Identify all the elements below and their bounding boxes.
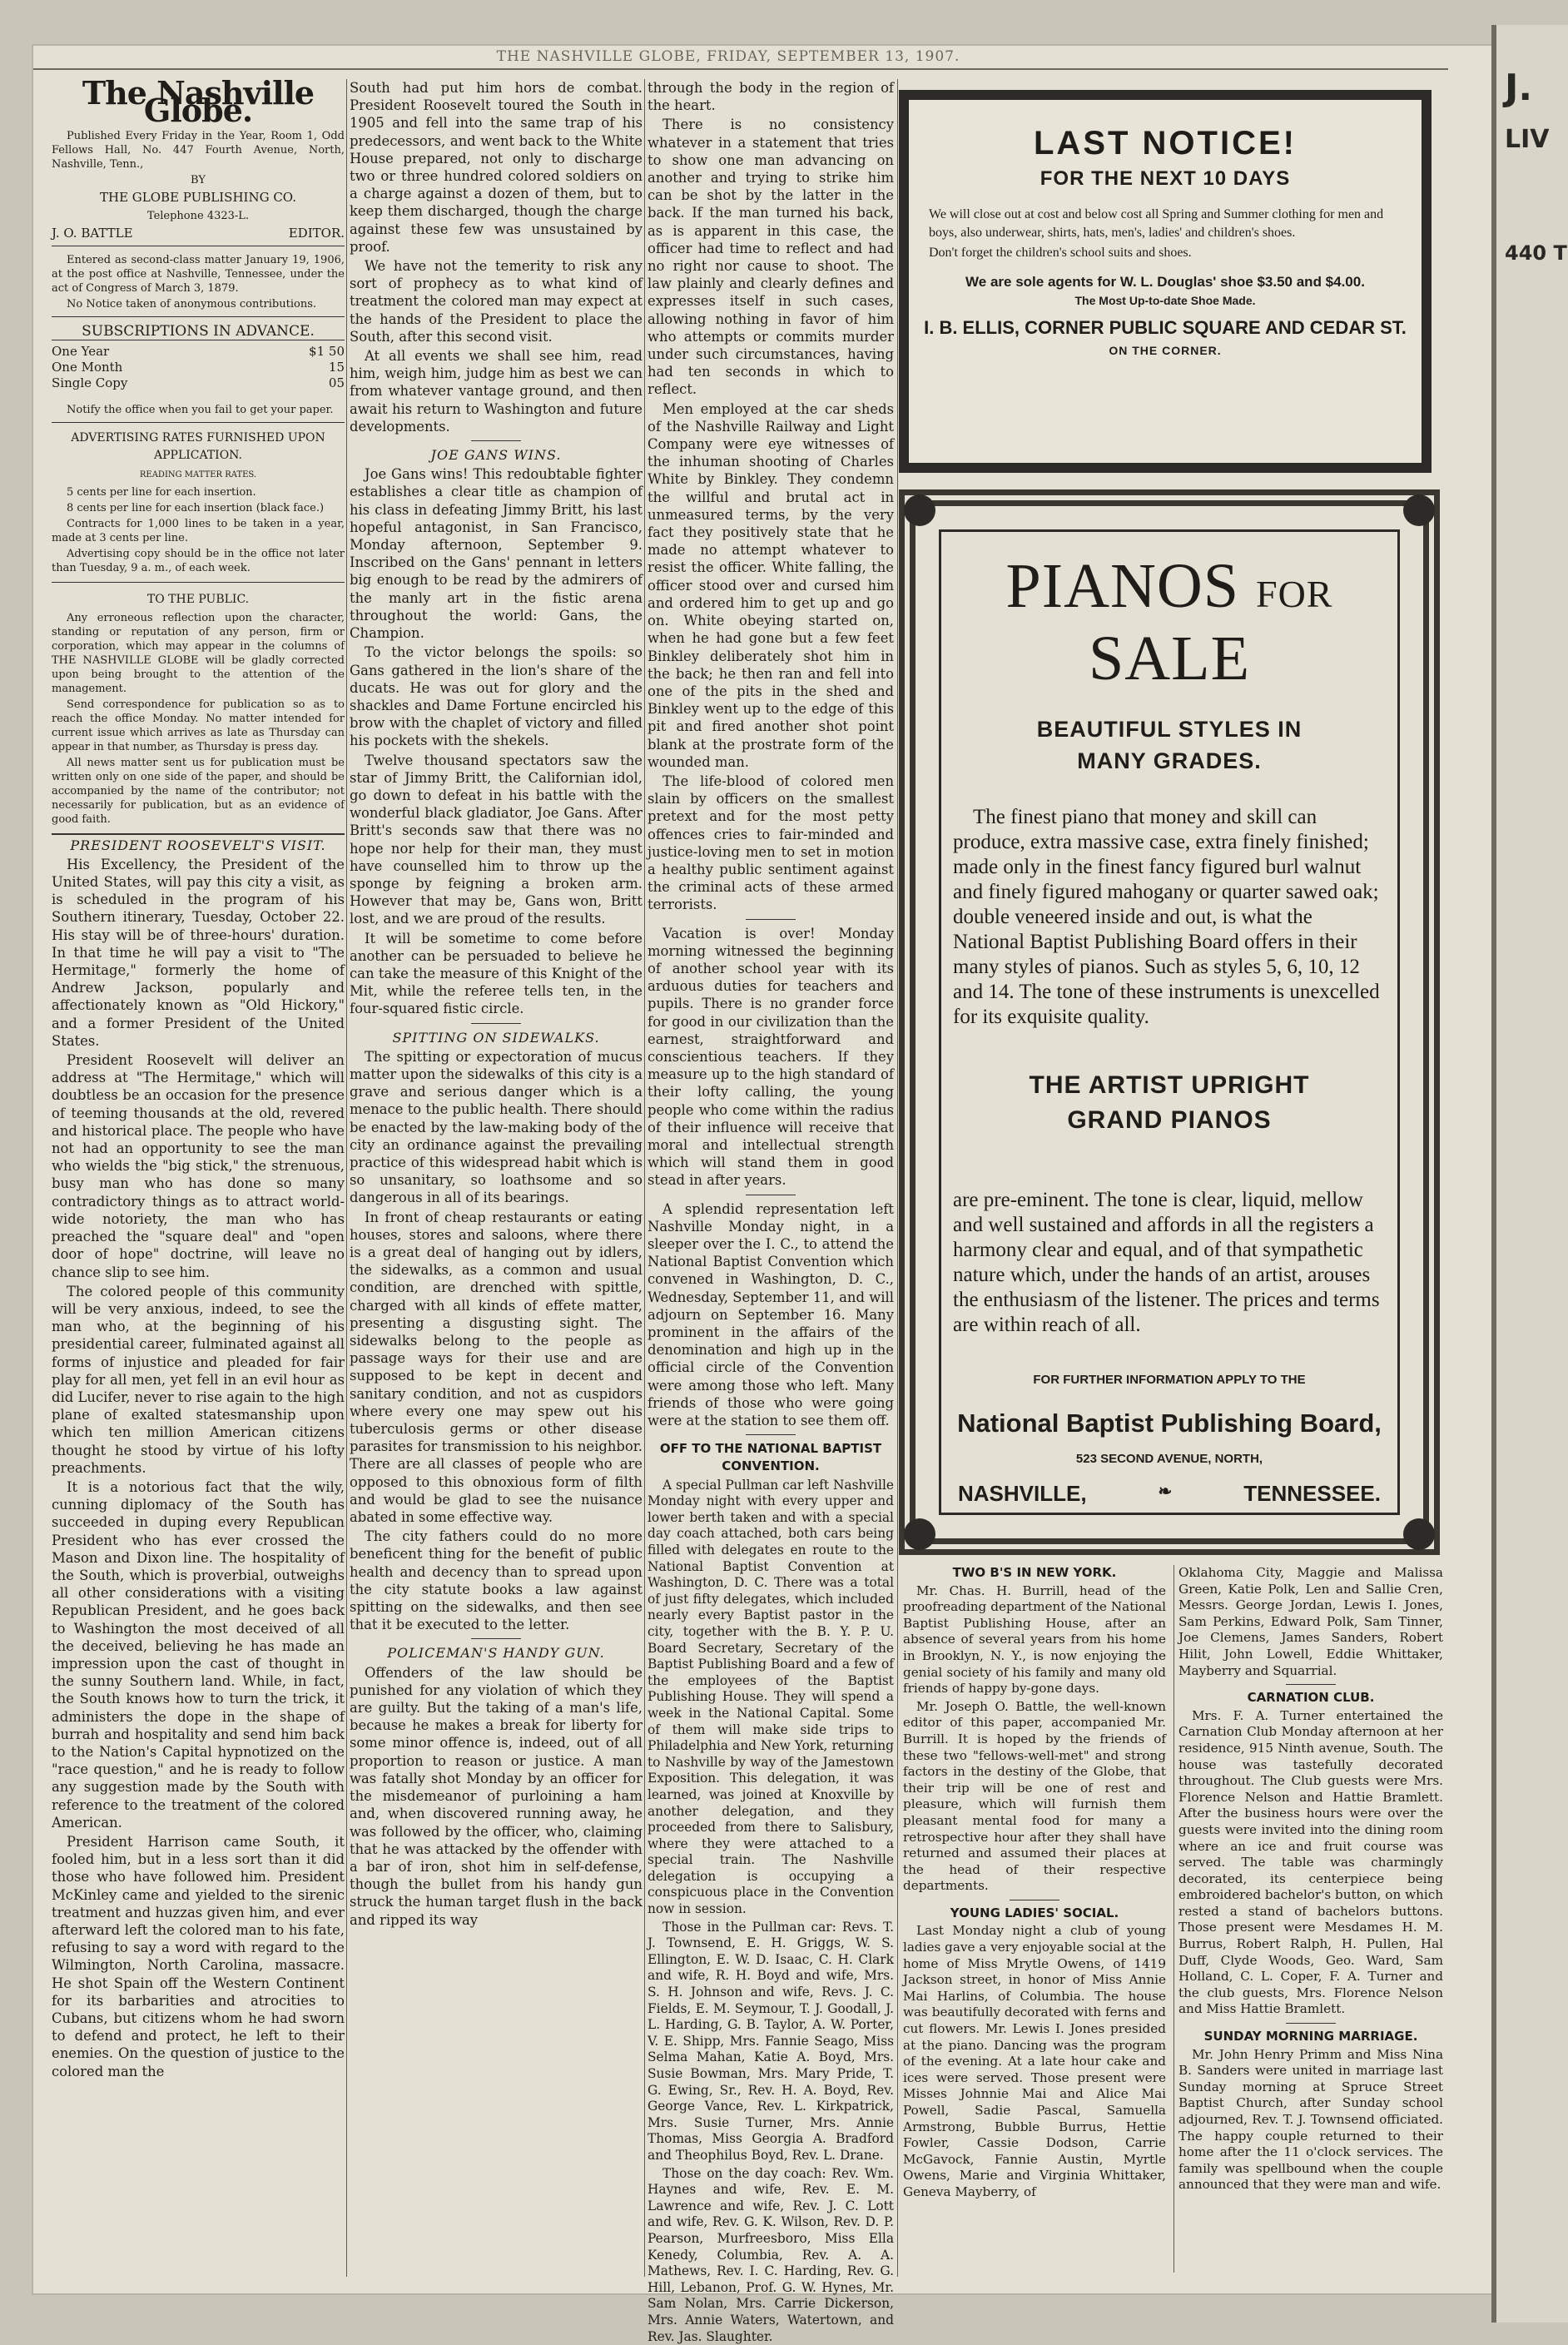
column-rule xyxy=(644,79,645,2277)
convention-para: Those on the day coach: Rev. Wm. Haynes and wife, Rev. E. M. Lawrence and wife, Rev. J. C. Lott and wife, Rev. G. K. Wilson, Rev. D. P. Pearson, Murfreesboro, Miss Ella Kenedy, Columbia, Rev. A. A. Mathews, Rev. I. C. Harding, Rev. G. Hill, Lebanon, Prof. G. W. Hynes, Mr. Sam Nolan, Mrs. Carrie Dickerson, Mrs. Annie Waters, Watertown, and Rev. Jas. Slaughter. xyxy=(648,2165,894,2344)
column-editorial-2 xyxy=(350,79,643,2277)
vacation-para: Vacation is over! Monday morning witnessed the beginning of another school year with its arduous duties for teachers and pupils. There is no grander force for good in our civilization than the earnest, straightforward and conscientious teachers. If they measure up to the high standard of their lofty calling, the young people who come within the radius of their influence will receive that moral and intellectual strength which will stand them in good stead in after years. xyxy=(648,925,894,1189)
ad-ellis-agents: We are sole agents for W. L. Douglas' shoe $3.50 and $4.00. xyxy=(965,274,1365,290)
carnation-heading: CARNATION CLUB. xyxy=(1247,1690,1375,1706)
advertising-heading: ADVERTISING RATES FURNISHED UPON APPLICATION. xyxy=(71,430,325,463)
ad-pianos-city-state: NASHVILLE, ❧ TENNESSEE. xyxy=(958,1481,1381,1506)
next-page-fragment: J. xyxy=(1505,67,1533,109)
roosevelt-heading: PRESIDENT ROOSEVELT'S VISIT. xyxy=(70,837,326,853)
editor-name: J. O. BATTLE xyxy=(52,225,133,241)
ad-pianos-address: 523 SECOND AVENUE, NORTH, xyxy=(1075,1452,1263,1466)
divider xyxy=(1286,1684,1336,1685)
ad-ellis-body2: Don't forget the children's school suits and shoes. xyxy=(929,246,1192,260)
two-bs-para: Mr. Joseph O. Battle, the well-known editor of this paper, accompanied Mr. Burrill. It is hoped by the friends of these two "fellows-well-met" and strong factors in the destiny of the Globe, that their trip will be one of rest and pleasure, which will furnish them pleasant mental food for many a retrospective hour after they shall have returned and assumed their places at the head of their respective departments. xyxy=(903,1698,1166,1894)
delegation-para: A splendid representation left Nashville Monday night, in a sleeper over the I. C., to attend the National Baptist Convention which convened in Washington, D. C., Wednesday, September 11, and will adjourn on September 16. Many prominent in the affairs of the denomination and high up in the official circle of the Convention were among those who left. Many friends of those who were going were at the station to see them off. xyxy=(648,1200,894,1429)
to-public-para: Send correspondence for publication so as to reach the office Monday. No matter intended for current issue which arrives as late as Thursday can appear in that number, as Thursday is press day. xyxy=(52,698,345,753)
subscription-row: One Year $1 50 xyxy=(52,343,345,359)
ad-ellis-clothing xyxy=(899,90,1432,473)
masthead-notice: No Notice taken of anonymous contributions. xyxy=(52,297,345,317)
ad-ellis-body: We will close out at cost and below cost all Spring and Summer clothing for men and boys, also underwear, shirts, hats, men's, ladies' and children's shoes. xyxy=(929,207,1384,240)
advertising-line: Contracts for 1,000 lines to be taken in a year, made at 3 cents per line. xyxy=(52,518,345,545)
policeman-para: Offenders of the law should be punished for any violation of which they are guilty. But the taking of a man's life, because he makes a break for liberty for some minor offence is, indeed, out of all proportion to reason or justice. A man was fatally shot Monday by an officer for the misdemeanor of purloining a ham and, when discovered running away, he was followed by the officer, who, claiming that he was attacked by the offender with a bar of iron, shot him in self-defense, though the bullet from his handy gun struck the human target flush in the back and ripped its way xyxy=(350,1664,643,1928)
carnation-para: Mrs. F. A. Turner entertained the Carnation Club Monday afternoon at her residence, 915 Ninth avenue, South. The house was tastefully decorated throughout. The Club guests were Mrs. Florence Nelson and Hattie Bramlett. After the business hours were over the guests were invited into the dining room where an ice and fruit course was served. The table was charmingly decorated, its centerpiece being embroidered bachelor's button, on which rested a stand of bachelors buttons. Those present were Mesdames H. M. Burrus, Robert Ralph, H. Pullen, Hal Duff, Clyde Woods, Geo. Ward, Sam Holland, C. L. Coper, F. A. Turner and the club guests, Mrs. Florence Nelson and Miss Hattie Bramlett. xyxy=(1178,1707,1443,2017)
gans-para: It will be sometime to come before another can be persuaded to believe he can take the measure of this Knight of the Mit, while the referee tells ten, in the four-squared fistic circle. xyxy=(350,930,643,1017)
masthead-entered: Entered as second-class matter January 19, 1906, at the post office at Nashville, Tennessee, under the act of Congress of March 3, 1879. xyxy=(52,253,345,295)
masthead-published: Published Every Friday in the Year, Room 1, Odd Fellows Hall, No. 447 Fourth Avenue, North, Nashville, Tenn., xyxy=(52,130,345,171)
masthead-editor xyxy=(52,225,345,246)
roosevelt-para: President Roosevelt will deliver an address at "The Hermitage," which will doubtless be an occasion for the presence of teeming thousands at the old, revered and historical place. The people who have not had an opportunity to see the man who wields the "big stick," the strenuous, busy man who has done so many contradictory things as to attract world-wide notoriety, the man who has preached the "square deal" and "open door of hope" doctrine, will leave no chance slip to see him. xyxy=(52,1052,345,1280)
subscriptions-box xyxy=(52,324,345,391)
policeman-continued: The life-blood of colored men slain by officers on the smallest pretext and for the most petty offences cries to fair-minded and justice-loving men to set in motion a healthy public sentiment against the criminal acts of these armed terrorists. xyxy=(648,773,894,913)
top-rule xyxy=(33,68,1448,70)
spitting-para: In front of cheap restaurants or eating houses, stores and saloons, where there is a great deal of hanging out by idlers, the sidewalks, as a common and usual condition, are drenched with spittle, charged with all kinds of effete matter, presenting a disgusting sight. The sidewalks belong to the people as passage ways for their use and are supposed to be kept in decent and sanitary condition, and not as cuspidors where every one may spew out his tuberculosis germs or other disease parasites for transmission to his neighbor. There are all classes of people who are opposed to this obnoxious form of filth and would be glad to see the nuisance abated in some effective way. xyxy=(350,1209,643,1526)
convention-heading: OFF TO THE NATIONAL BAPTIST CONVENTION. xyxy=(659,1441,882,1474)
column-society-2 xyxy=(1178,1565,1443,2273)
ad-pianos-for-sale xyxy=(899,489,1440,1555)
fleuron-icon: ❧ xyxy=(1158,1483,1173,1501)
spitting-heading: SPITTING ON SIDEWALKS. xyxy=(392,1029,600,1046)
policeman-continued: through the body in the region of the heart. xyxy=(648,80,894,114)
divider xyxy=(471,1023,521,1024)
gans-para: Twelve thousand spectators saw the star of Jimmy Britt, the Californian idol, go down to defeat in his battle with the wonderful black gladiator, Joe Gans. After Britt's seconds saw that there was no hope nor help for their man, they must have counselled him to throw up the sponge by feigning a broken arm. However that may be, Gans won, Britt lost, and we are proud of the results. xyxy=(350,752,643,927)
roosevelt-para: President Harrison came South, it fooled him, but in a less sort than it did those who have followed him. President McKinley came and yielded to the sirenic treatment and huzzas given him, and ever afterward left the colored man to his fate, refusing to say a word with regard to the Wilmington, North Carolina, massacre. He shot Spain off the Western Continent for its barbarities and atrocities to Cubans, but citizens whom he had sworn to defend and protect, he left to their enemies. On the question of justice to the colored man the xyxy=(52,1834,345,2079)
masthead-telephone: Telephone 4323-L. xyxy=(146,209,250,222)
social-continued: Oklahoma City, Maggie and Malissa Green, Katie Polk, Len and Sallie Cren, Messrs. George Jordan, Lewis I. Jones, Sam Perkins, Edward Polk, Sam Tinner, Joe Clemens, James Sanders, Robert Hilit, John Lowell, Eddie Whittaker, Mayberry and Squarrial. xyxy=(1178,1565,1443,1678)
column-rule xyxy=(346,79,347,2277)
two-bs-heading: TWO B'S IN NEW YORK. xyxy=(952,1565,1117,1580)
corner-ornament-icon xyxy=(904,494,935,526)
social-para: Last Monday night a club of young ladies gave a very enjoyable social at the home of Miss Mrytle Owens, of 1419 Jackson street, in honor of Miss Annie Mai Harlins, of Columbia. The house was beautifully decorated with ferns and cut flowers. Mr. Lewis I. Jones presided at the piano. Dancing was the program of the evening. At a late hour cake and ices were served. Those present were Misses Johnnie Mai and Alice Mai Powell, Sadie Pascal, Samuella Armstrong, Bubble Burrus, Hettie Fowler, Cassie Dodson, Carrie McGavock, Fannie Austin, Myrtle Owens, Marie and Virginia Whittaker, Geneva Mayberry, of xyxy=(903,1923,1166,2199)
advertising-sub: READING MATTER RATES. xyxy=(139,470,257,480)
next-page-fragment: 440 T xyxy=(1505,241,1567,265)
corner-ornament-icon xyxy=(904,1518,935,1550)
policeman-heading: POLICEMAN'S HANDY GUN. xyxy=(387,1645,605,1662)
divider xyxy=(746,1434,796,1435)
to-public-para: Any erroneous reflection upon the character, standing or reputation of any person, firm or corporation, which may appear in the columns of THE NASHVILLE GLOBE will be gladly corrected upon being brought to the attention of the management. xyxy=(52,611,345,695)
masthead-by: BY xyxy=(191,174,206,187)
running-head: THE NASHVILLE GLOBE, FRIDAY, SEPTEMBER 13, 1907. xyxy=(496,48,960,65)
convention-para: A special Pullman car left Nashville Monday night with every upper and lower berth taken and with a special day coach attached, both cars being filled with delegates en route to the National Baptist Convention at Washington, D. C. There was a total of just fifty delegates, which included nearly every Baptist pastor in the city, together with the B. Y. P. U. Board Secretary, Secretary of the Baptist Publishing Board and a few of the employees of the Baptist Publishing House. They will spend a week in the National Capital. Some of them will make side trips to Philadelphia and New York, returning to Nashville by way of the Jamestown Exposition. This delegation, it was learned, was joined at Knoxville by another delegation, and they proceeded from there to Salisbury, where they were attached to a special train. The Nashville delegation is occupying a conspicuous place in the Convention now in session. xyxy=(648,1477,894,1917)
divider xyxy=(1286,2023,1336,2024)
spitting-para: The spitting or expectoration of mucus matter upon the sidewalks of this city is a grave and serious danger which is a menace to the public health. There should be enacted by the law-making body of the city an ordinance against the prevailing practice of this widespread habit which is so unsanitary, so loathsome and so dangerous in all of its bearings. xyxy=(350,1048,643,1206)
policeman-continued: Men employed at the car sheds of the Nashville Railway and Light Company were eye witnesses of the inhuman shooting of Charles White by Binkley. They condemn the willful and brutal act in unmeasured terms, by the very fact they positively state that he made no attempt whatever to resist the officer. White falling, the officer stood over and cursed him and ordered him to get up and go on. White obeying started on, when he had gone but a few feet Binkley deliberately shot him in the back; he then ran and fell into one of the pits in the shed and Binkley went up to the edge of this pit and fired another shot point blank at the prostrate form of the wounded man. xyxy=(648,400,894,770)
convention-para: Those in the Pullman car: Revs. T. J. Townsend, E. H. Griggs, W. S. Ellington, E. W. D. Isaac, C. H. Clark and wife, R. H. Boyd and wife, Mrs. S. H. Johnson and wife, Revs. J. C. Fields, E. M. Seymour, T. J. Goodall, J. L. Harding, G. B. Taylor, A. W. Porter, V. E. Shipp, Mrs. Fannie Seago, Miss Selma Mahan, Katie A. Boyd, Mrs. Susie Bowman, Mrs. Mary Pride, T. G. Ewing, Sr., Rev. H. A. Boyd, Rev. George Vance, Rev. L. Kirkpatrick, Mrs. Susie Turner, Mrs. Annie Thomas, Miss Georgia A. Bradford and Theophilus Boyd, Rev. L. Drane. xyxy=(648,1919,894,2163)
to-public-para: All news matter sent us for publication must be written only on one side of the paper, and should be accompanied by the name of the contributor; not necessarily for publication, but as an evidence of good faith. xyxy=(52,756,345,835)
editor-title: EDITOR. xyxy=(288,225,345,241)
ad-pianos-para1: The finest piano that money and skill can produce, extra massive case, extra finely finished; made only in the finest fancy figured burl walnut and finely figured mahogany or quarter sawed oak; double veneered inside and out, is what the National Baptist Publishing Board offers in their many styles of pianos. Such as styles 5, 6, 10, 12 and 14. The tone of these instruments is unexcelled for its exquisite quality. xyxy=(953,806,1380,1028)
advertising-line: 8 cents per line for each insertion (black face.) xyxy=(67,502,325,515)
gans-heading: JOE GANS WINS. xyxy=(430,447,562,464)
divider xyxy=(471,440,521,441)
column-editorial-3 xyxy=(648,79,894,2344)
ad-pianos-para2: are pre-eminent. The tone is clear, liquid, mellow and well sustained and affords in all the registers a harmony clear and equal, and of that sympathetic nature which, under the hands of an artist, arouses the enthusiasm of the listener. The prices and terms are within reach of all. xyxy=(953,1189,1380,1336)
ad-pianos-info: FOR FURTHER INFORMATION APPLY TO THE xyxy=(1033,1373,1306,1387)
next-page-fragment: LIV xyxy=(1505,125,1550,154)
masthead-publisher: THE GLOBE PUBLISHING CO. xyxy=(100,190,296,206)
advertising-line: 5 cents per line for each insertion. xyxy=(67,486,256,499)
subscription-row: One Month 15 xyxy=(52,359,345,375)
subscriptions-notify: Notify the office when you fail to get your paper. xyxy=(52,403,345,423)
marriage-para: Mr. John Henry Primm and Miss Nina B. Sanders were united in marriage last Sunday morning at Spruce Street Baptist Church, after Sunday school adjourned, Rev. T. J. Townsend officiated. The happy couple returned to their home after the 11 o'clock services. The family was spellbound when the couple announced that they were man and wife. xyxy=(1178,2046,1443,2193)
subscriptions-heading: SUBSCRIPTIONS IN ADVANCE. xyxy=(52,324,345,340)
ad-pianos-board: National Baptist Publishing Board, xyxy=(957,1408,1382,1438)
ad-pianos-content xyxy=(939,529,1400,1515)
ad-pianos-styles: BEAUTIFUL STYLES IN MANY GRADES. xyxy=(1036,717,1303,773)
corner-ornament-icon xyxy=(1403,1518,1435,1550)
column-editorial-1 xyxy=(52,74,345,2277)
divider xyxy=(746,919,796,920)
roosevelt-para: His Excellency, the President of the United States, will pay this city a visit, as is scheduled in the program of his Southern itinerary, Tuesday, October 22. His stay will be of three-hours' duration. In that time he will pay a visit to "The Hermitage," formerly the home of Andrew Jackson, popularly and affectionately known as "Old Hickory," and a former President of the United States. xyxy=(52,856,345,1049)
adjacent-page-edge xyxy=(1491,25,1568,2323)
two-bs-para: Mr. Chas. H. Burrill, head of the proofreading department of the National Baptist Publishing House, after an absence of several years from his home in Brooklyn, N. Y., is now enjoying the genial society of his family and many old friends of happy by-gone days. xyxy=(903,1582,1166,1697)
ad-ellis-subtitle: FOR THE NEXT 10 DAYS xyxy=(1040,167,1291,190)
policeman-continued: There is no consistency whatever in a statement that tries to show one man advancing on another and trying to strike him can be shot by the latter in the back. If the man turned his back, as is apparent in this case, the officer had time to reflect and had no right nor cause to shoot. The law plainly and clearly defines and expresses itself in such cases, allowing nothing in favor of him who attempts or commits murder under such circumstances, having had ten seconds in which to reflect. xyxy=(648,117,894,398)
ad-ellis-title: LAST NOTICE! xyxy=(1034,125,1297,161)
gans-para: Joe Gans wins! This redoubtable fighter establishes a clear title as champion of his class in defeating Jimmy Britt, his last hopeful antagonist, in San Francisco, Monday afternoon, September 9. Inscribed on the Gans' pennant in letters big enough to be read by the admirers of the manly art in the fistic arena throughout the world: Gans, the Champion. xyxy=(350,466,643,642)
ad-ellis-store: I. B. ELLIS, CORNER PUBLIC SQUARE AND CEDAR ST. xyxy=(924,317,1407,338)
social-heading: YOUNG LADIES' SOCIAL. xyxy=(950,1905,1119,1920)
roosevelt-continued: At all events we shall see him, read him, weigh him, judge him as best we can from whatever vantage ground, and then await his return to Washington and future developments. xyxy=(350,348,643,435)
ad-ellis-tagline: The Most Up-to-date Shoe Made. xyxy=(1074,294,1256,307)
subscription-row: Single Copy 05 xyxy=(52,375,345,390)
to-public-heading: TO THE PUBLIC. xyxy=(146,593,250,607)
ad-pianos-title: PIANOS FOR SALE xyxy=(1005,551,1333,693)
gans-para: To the victor belongs the spoils: so Gans gathered in the lion's share of the ducats. He was out for glory and the shackles and Dame Fortune encircled his brow with the chaplet of victory and filled his pockets with the shekels. xyxy=(350,644,643,749)
ad-pianos-upright: THE ARTIST UPRIGHT GRAND PIANOS xyxy=(1029,1071,1310,1134)
roosevelt-continued: We have not the temerity to risk any sort of prophecy as to what kind of treatment the colored man may expect at the hands of the President to place the South, after this second visit. xyxy=(350,258,643,345)
roosevelt-para: The colored people of this community will be very anxious, indeed, to see the man who, at the beginning of his presidential career, fulminated against all forms of injustice and pleaded for fair play for all men, yet fell in an evil hour as did Lucifer, never to rise again to the high plane of exalted statesmanship upon which ten million American citizens thought he stood by virtue of his lofty preachments. xyxy=(52,1283,345,1476)
advertising-line: Advertising copy should be in the office not later than Tuesday, 9 a. m., of each week. xyxy=(52,547,345,583)
marriage-heading: SUNDAY MORNING MARRIAGE. xyxy=(1203,2029,1418,2044)
roosevelt-para: It is a notorious fact that the wily, cunning diplomacy of the South has succeeded in duping every Republican President who has ever crossed the Mason and Dixon line. The hospitality of the South, which is proverbial, outweighs all other considerations with a visiting Republican President, and he goes back to Washington the most deceived of all the deceived, believing he has made an impression upon the cast of thought in the sunny Southern land. While, in fact, the South knows how to turn the trick, it administers the dope in the shape of burrah and hospitality and send him back to the Nation's Capital hypnotized on the "race question," and he is ready to follow any suggestion made by the South with reference to the treatment of the colored American. xyxy=(52,1478,345,1831)
spitting-para: The city fathers could do no more beneficent thing for the benefit of public health and decency than to spread upon the city statute books a law against spitting on the sidewalks, and then see that it be executed to the letter. xyxy=(350,1528,643,1633)
masthead-title: The Nashville Globe. xyxy=(82,74,315,130)
divider xyxy=(471,1638,521,1639)
ad-ellis-corner: ON THE CORNER. xyxy=(1109,344,1222,357)
column-society-1 xyxy=(903,1565,1166,2273)
corner-ornament-icon xyxy=(1403,494,1435,526)
column-rule xyxy=(897,79,898,2277)
roosevelt-continued: South had put him hors de combat. President Roosevelt toured the South in 1905 and fell into the same trap of his predecessors, and went back to the White House prepared, not only to discharge two or three hundred colored soldiers on a charge against a dozen of them, but to keep them discharged, though the charge against these few was unsustained by proof. xyxy=(350,80,643,255)
